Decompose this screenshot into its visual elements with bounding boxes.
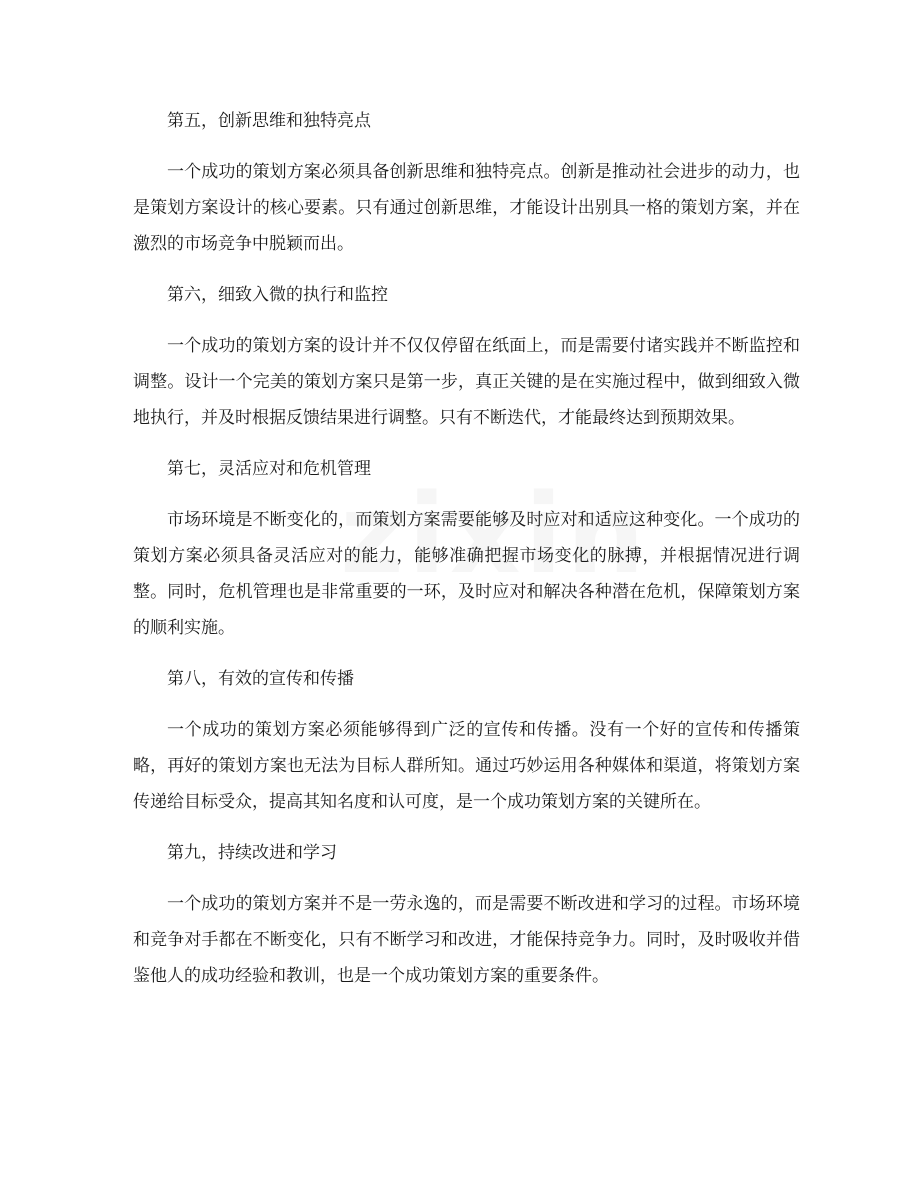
section-heading-6: 第六，细致入微的执行和监控 <box>167 285 388 305</box>
section-paragraph-7: 市场环境是不断变化的，而策划方案需要能够及时应对和适应这种变化。一个成功的策划方案必须具备灵活应对的能力，能够准确把握市场变化的脉搏，并根据情况进行调整。同时，危机管理也是非常重要的一环，及时应对和解决各种潜在危机，保障策划方案的顺利实施。 <box>133 510 800 638</box>
section-paragraph-5: 一个成功的策划方案必须具备创新思维和独特亮点。创新是推动社会进步的动力，也是策划方案设计的核心要素。只有通过创新思维，才能设计出别具一格的策划方案，并在激烈的市场竞争中脱颖而出。 <box>133 162 800 254</box>
section-heading-7: 第七，灵活应对和危机管理 <box>167 459 371 479</box>
section-paragraph-9: 一个成功的策划方案并不是一劳永逸的，而是需要不断改进和学习的过程。市场环境和竞争对手都在不断变化，只有不断学习和改进，才能保持竞争力。同时，及时吸收并借鉴他人的成功经验和教训，也是一个成功策划方案的重要条件。 <box>133 894 800 986</box>
section-heading-8: 第八，有效的宣传和传播 <box>167 669 354 689</box>
section-paragraph-6: 一个成功的策划方案的设计并不仅仅停留在纸面上，而是需要付诸实践并不断监控和调整。设计一个完美的策划方案只是第一步，真正关键的是在实施过程中，做到细致入微地执行，并及时根据反馈结果进行调整。只有不断迭代，才能最终达到预期效果。 <box>133 336 800 428</box>
section-paragraph-8: 一个成功的策划方案必须能够得到广泛的宣传和传播。没有一个好的宣传和传播策略，再好的策划方案也无法为目标人群所知。通过巧妙运用各种媒体和渠道，将策划方案传递给目标受众，提高其知名度和认可度，是一个成功策划方案的关键所在。 <box>133 720 800 812</box>
section-heading-9: 第九，持续改进和学习 <box>167 843 337 863</box>
document-body <box>133 103 800 1009</box>
section-heading-5: 第五，创新思维和独特亮点 <box>167 111 371 131</box>
